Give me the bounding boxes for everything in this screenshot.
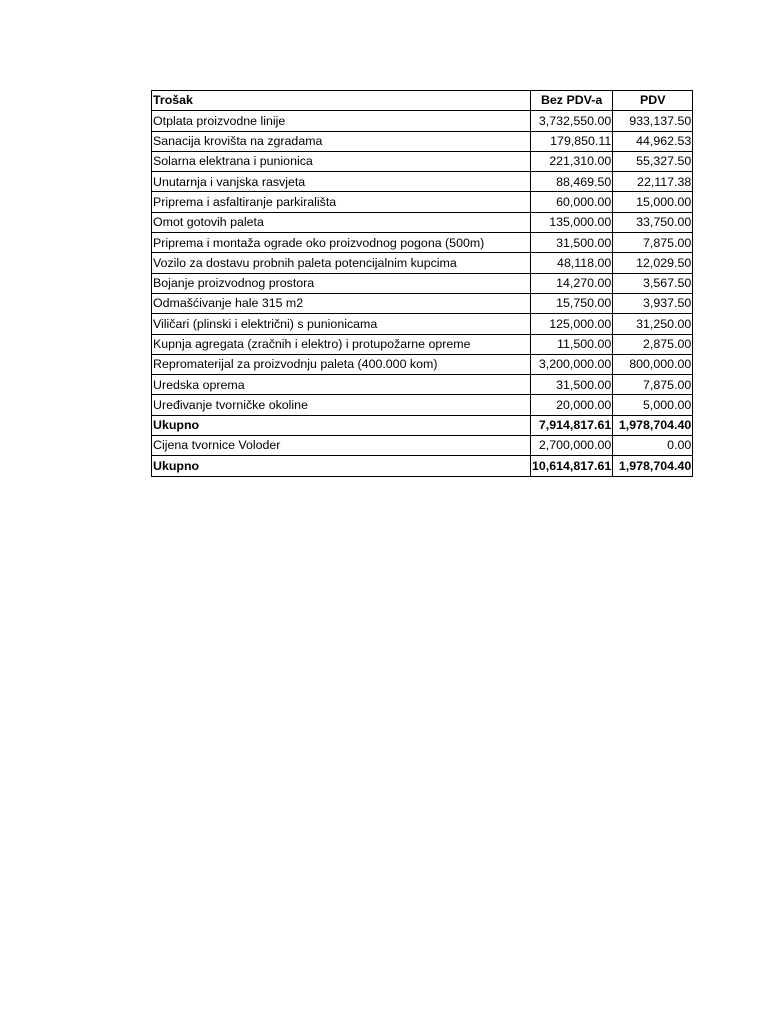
table-row bbox=[152, 131, 693, 151]
vat-amount-cell: 7,875.00 bbox=[613, 375, 693, 395]
vat-amount-cell: 33,750.00 bbox=[613, 212, 693, 232]
table-row bbox=[152, 212, 693, 232]
vat-amount-cell: 15,000.00 bbox=[613, 192, 693, 212]
cost-name-cell: Sanacija krovišta na zgradama bbox=[152, 131, 531, 151]
net-amount-cell: 179,850.11 bbox=[531, 131, 613, 151]
vat-amount-cell: 44,962.53 bbox=[613, 131, 693, 151]
cost-name-cell: Solarna elektrana i punionica bbox=[152, 151, 531, 171]
cost-name-cell: Ukupno bbox=[152, 415, 531, 435]
cost-name-cell: Bojanje proizvodnog prostora bbox=[152, 273, 531, 293]
cost-name-cell: Viličari (plinski i električni) s punionicama bbox=[152, 314, 531, 334]
cost-name-cell: Unutarnja i vanjska rasvjeta bbox=[152, 172, 531, 192]
table-row bbox=[152, 293, 693, 313]
cost-name-cell: Kupnja agregata (zračnih i elektro) i protupožarne opreme bbox=[152, 334, 531, 354]
net-amount-cell: 14,270.00 bbox=[531, 273, 613, 293]
net-amount-cell: 31,500.00 bbox=[531, 375, 613, 395]
cost-name-cell: Uredska oprema bbox=[152, 375, 531, 395]
net-amount-cell: 15,750.00 bbox=[531, 293, 613, 313]
cost-name-cell: Vozilo za dostavu probnih paleta potencijalnim kupcima bbox=[152, 253, 531, 273]
cost-name-cell: Odmašćivanje hale 315 m2 bbox=[152, 293, 531, 313]
cost-name-cell: Uređivanje tvorničke okoline bbox=[152, 395, 531, 415]
net-amount-cell: 31,500.00 bbox=[531, 233, 613, 253]
cost-name-cell: Omot gotovih paleta bbox=[152, 212, 531, 232]
net-amount-cell: 3,200,000.00 bbox=[531, 354, 613, 374]
net-amount-cell: 125,000.00 bbox=[531, 314, 613, 334]
table-row bbox=[152, 192, 693, 212]
vat-amount-cell: 800,000.00 bbox=[613, 354, 693, 374]
cost-name-cell: Priprema i montaža ograde oko proizvodnog pogona (500m) bbox=[152, 233, 531, 253]
net-amount-cell: 10,614,817.61 bbox=[531, 456, 613, 476]
cost-name-cell: Cijena tvornice Voloder bbox=[152, 436, 531, 456]
net-amount-cell: 135,000.00 bbox=[531, 212, 613, 232]
table-row bbox=[152, 436, 693, 456]
net-amount-cell: 11,500.00 bbox=[531, 334, 613, 354]
total-row bbox=[152, 456, 693, 476]
table-header-row bbox=[152, 91, 693, 111]
cost-name-cell: Priprema i asfaltiranje parkirališta bbox=[152, 192, 531, 212]
vat-amount-cell: 55,327.50 bbox=[613, 151, 693, 171]
net-amount-cell: 7,914,817.61 bbox=[531, 415, 613, 435]
table-row bbox=[152, 314, 693, 334]
net-amount-cell: 20,000.00 bbox=[531, 395, 613, 415]
table-row bbox=[152, 375, 693, 395]
total-row bbox=[152, 415, 693, 435]
table-row bbox=[152, 151, 693, 171]
table-row bbox=[152, 273, 693, 293]
vat-amount-cell: 1,978,704.40 bbox=[613, 456, 693, 476]
table-row bbox=[152, 354, 693, 374]
header-cost: Trošak bbox=[152, 91, 531, 111]
net-amount-cell: 60,000.00 bbox=[531, 192, 613, 212]
table-row bbox=[152, 395, 693, 415]
table-body bbox=[152, 111, 693, 476]
vat-amount-cell: 2,875.00 bbox=[613, 334, 693, 354]
net-amount-cell: 88,469.50 bbox=[531, 172, 613, 192]
vat-amount-cell: 12,029.50 bbox=[613, 253, 693, 273]
table-row bbox=[152, 111, 693, 131]
header-net: Bez PDV-a bbox=[531, 91, 613, 111]
vat-amount-cell: 7,875.00 bbox=[613, 233, 693, 253]
cost-name-cell: Repromaterijal za proizvodnju paleta (400.000 kom) bbox=[152, 354, 531, 374]
vat-amount-cell: 933,137.50 bbox=[613, 111, 693, 131]
vat-amount-cell: 0.00 bbox=[613, 436, 693, 456]
table-row bbox=[152, 334, 693, 354]
cost-name-cell: Otplata proizvodne linije bbox=[152, 111, 531, 131]
vat-amount-cell: 1,978,704.40 bbox=[613, 415, 693, 435]
vat-amount-cell: 5,000.00 bbox=[613, 395, 693, 415]
vat-amount-cell: 3,567.50 bbox=[613, 273, 693, 293]
table-row bbox=[152, 172, 693, 192]
table-row bbox=[152, 253, 693, 273]
net-amount-cell: 48,118.00 bbox=[531, 253, 613, 273]
cost-name-cell: Ukupno bbox=[152, 456, 531, 476]
cost-table bbox=[151, 90, 693, 477]
header-vat: PDV bbox=[613, 91, 693, 111]
net-amount-cell: 2,700,000.00 bbox=[531, 436, 613, 456]
vat-amount-cell: 22,117.38 bbox=[613, 172, 693, 192]
table-row bbox=[152, 233, 693, 253]
net-amount-cell: 221,310.00 bbox=[531, 151, 613, 171]
net-amount-cell: 3,732,550.00 bbox=[531, 111, 613, 131]
vat-amount-cell: 3,937.50 bbox=[613, 293, 693, 313]
vat-amount-cell: 31,250.00 bbox=[613, 314, 693, 334]
